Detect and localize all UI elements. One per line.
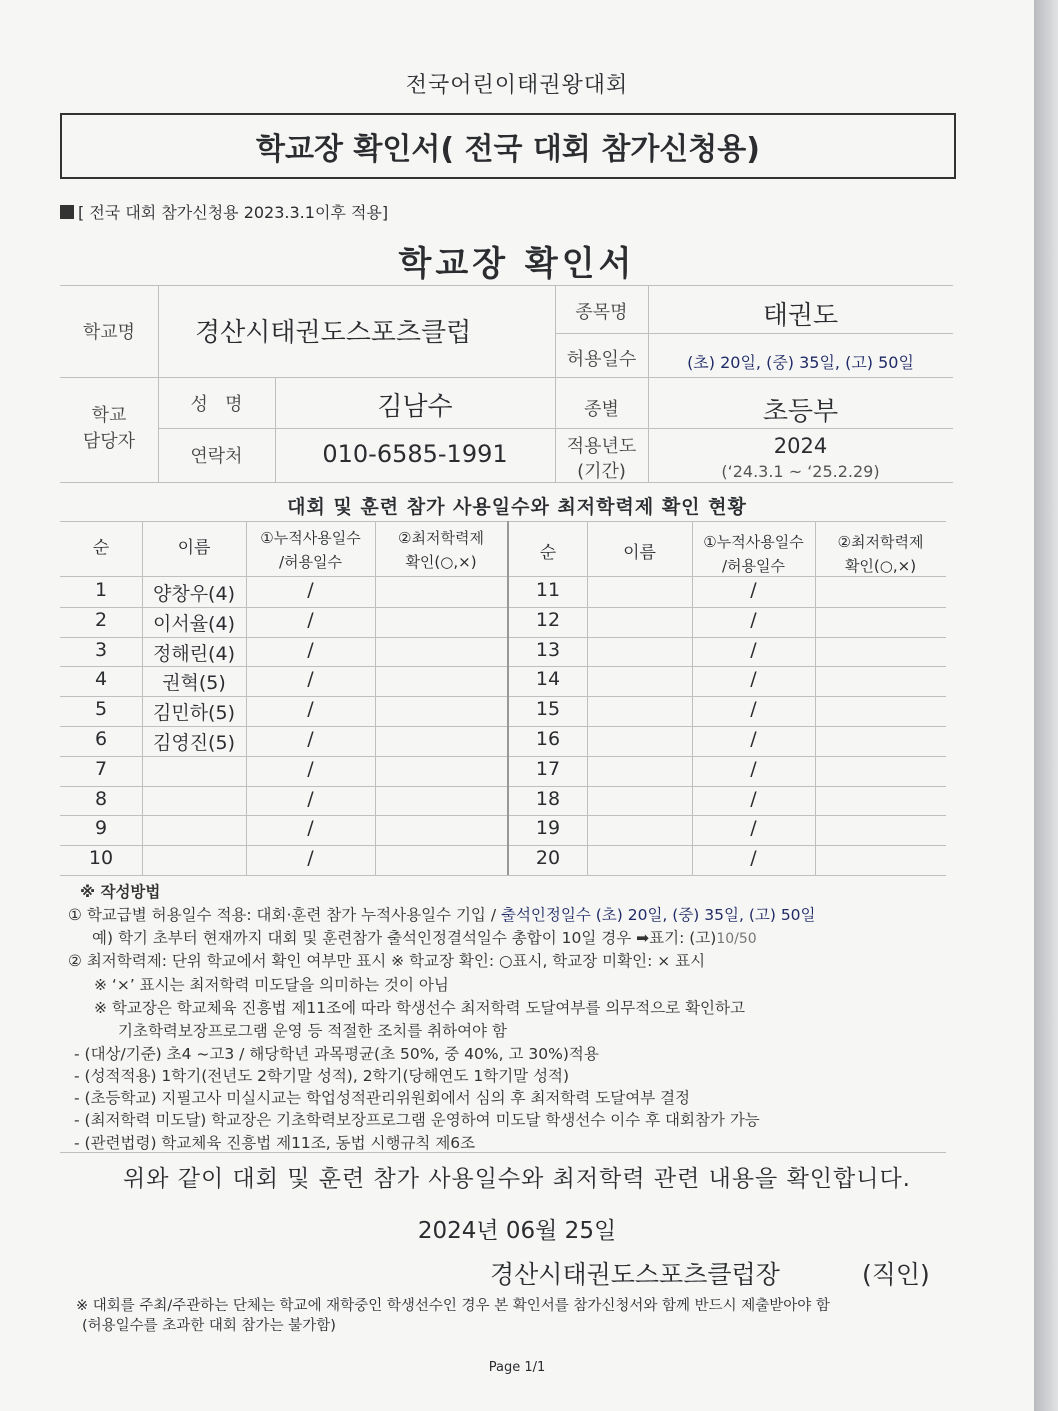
instruction-line-2 [92, 926, 757, 948]
footnote-line-1: ※ 대회를 주최/주관하는 단체는 학교에 재학중인 학생선수인 경우 본 확인서를 참가신청서와 함께 반드시 제출받아야 함 [76, 1298, 830, 1314]
roster-no-cell: 20 [535, 847, 561, 869]
right-col-no-header: 순 [539, 543, 557, 563]
manager-name-value: 김남수 [377, 392, 453, 422]
info-table-divider [555, 333, 953, 334]
school-name-value: 경산시태권도스포츠클럽 [195, 318, 472, 348]
roster-name-cell: 김영진(5) [153, 732, 235, 754]
roster-bottom-border [60, 875, 946, 876]
instruction-line-11: - (관련법령) 학교체육 진흥법 제11조, 동법 시행규칙 제6조 [74, 1134, 476, 1152]
instruction-line-5: ※ 학교장은 학교체육 진흥법 제11조에 따라 학생선수 최저학력 도달여부를 의무적으로 확인하고 [94, 999, 745, 1017]
min-academic-check-cell[interactable] [815, 756, 946, 786]
applicability-note [60, 200, 388, 223]
min-academic-check-cell[interactable] [375, 815, 507, 845]
roster-days-cell: / [750, 698, 757, 720]
roster-name-cell: 이서율(4) [153, 613, 235, 635]
instruction-line-1-highlight: 출석인정일수 (초) 20일, (중) 35일, (고) 50일 [500, 906, 816, 924]
roster-days-cell: / [750, 639, 757, 661]
division-value: 초등부 [762, 397, 839, 427]
allowed-days-value: (초) 20일, (중) 35일, (고) 50일 [687, 353, 914, 372]
left-col-check-header: ②최저학력제 확인(○,×) [398, 529, 484, 571]
left-col-name-header: 이름 [177, 538, 211, 558]
roster-no-cell: 14 [535, 668, 561, 690]
division-label: 종별 [584, 399, 619, 420]
min-academic-check-cell[interactable] [375, 666, 507, 696]
instruction-line-1-text: ① 학교급별 허용일수 적용: 대회·훈련 참가 누적사용일수 기입 / [68, 906, 501, 924]
applicable-year-label: 적용년도 (기간) [566, 436, 637, 482]
roster-top-border [60, 521, 946, 522]
footnote [76, 1296, 830, 1336]
roster-days-cell: / [307, 758, 314, 780]
roster-days-cell: / [750, 728, 757, 750]
instruction-line-2-example: 10/50 [716, 931, 757, 947]
roster-no-cell: 2 [94, 609, 108, 631]
roster-days-cell: / [307, 698, 314, 720]
min-academic-check-cell[interactable] [815, 696, 946, 726]
right-col-check-header: ②최저학력제 확인(○,×) [837, 533, 924, 575]
roster-days-cell: / [307, 609, 314, 631]
issue-date: 2024년 06월 25일 [417, 1218, 617, 1244]
roster-no-cell: 5 [94, 698, 108, 720]
contact-label: 연락처 [190, 446, 243, 467]
min-academic-check-cell[interactable] [815, 637, 946, 667]
sport-value: 태권도 [762, 301, 839, 331]
min-academic-check-cell[interactable] [375, 845, 507, 875]
roster-days-cell: / [307, 639, 314, 661]
roster-days-cell: / [307, 847, 314, 869]
competition-name: 전국어린이태권왕대회 [405, 73, 629, 98]
roster-name-cell: 양창우(4) [153, 583, 235, 605]
instructions-bottom-border [60, 1152, 946, 1153]
roster-no-cell: 16 [535, 728, 561, 750]
roster-no-cell: 1 [94, 579, 108, 601]
applicability-note-text: [ 전국 대회 참가신청용 2023.3.1이후 적용] [78, 203, 389, 222]
min-academic-check-cell[interactable] [815, 845, 946, 875]
left-col-days-header: ①누적사용일수 /허용일수 [260, 529, 361, 571]
min-academic-check-cell[interactable] [375, 577, 507, 607]
confirmation-statement: 위와 같이 대회 및 훈련 참가 사용일수와 최저학력 관련 내용을 확인합니다. [123, 1166, 911, 1192]
roster-days-cell: / [307, 579, 314, 601]
min-academic-check-cell[interactable] [815, 607, 946, 637]
instruction-line-2-text: 예) 학기 초부터 현재까지 대회 및 훈련참가 출석인정결석일수 총합이 10일 경우 [92, 929, 632, 947]
min-academic-check-cell[interactable] [375, 756, 507, 786]
roster-days-cell: / [750, 847, 757, 869]
school-name-label: 학교명 [82, 322, 136, 343]
roster-days-cell: / [307, 817, 314, 839]
instruction-line-7: - (대상/기준) 초4 ~고3 / 해당학년 과목평균(초 50%, 중 40%, 고 30%)적용 [74, 1045, 599, 1063]
instruction-line-4: ※ ‘×’ 표시는 최저학력 미도달을 의미하는 것이 아님 [94, 976, 449, 994]
instructions-heading: ※ 작성방법 [80, 883, 161, 901]
roster-no-cell: 13 [535, 639, 561, 661]
roster-days-cell: / [750, 817, 757, 839]
min-academic-check-cell[interactable] [815, 666, 946, 696]
info-table-divider [60, 377, 953, 378]
instruction-line-3: ② 최저학력제: 단위 학교에서 확인 여부만 표시 ※ 학교장 확인: ○표시, 학교장 미확인: × 표시 [68, 952, 706, 970]
roster-no-cell: 17 [535, 758, 561, 780]
instruction-line-1 [68, 903, 816, 925]
roster-days-cell: / [750, 609, 757, 631]
roster-no-cell: 11 [535, 579, 561, 601]
document-box-title: 학교장 확인서( 전국 대회 참가신청용) [60, 113, 956, 179]
min-academic-check-cell[interactable] [815, 786, 946, 816]
roster-no-cell: 4 [94, 668, 108, 690]
min-academic-check-cell[interactable] [375, 786, 507, 816]
min-academic-check-cell[interactable] [375, 726, 507, 756]
min-academic-check-cell[interactable] [375, 607, 507, 637]
right-col-days-header: ①누적사용일수 /허용일수 [703, 533, 804, 575]
roster-no-cell: 6 [94, 728, 108, 750]
status-section-title: 대회 및 훈련 참가 사용일수와 최저학력제 확인 현황 [287, 496, 747, 518]
square-bullet-icon [60, 205, 74, 219]
roster-no-cell: 15 [535, 698, 561, 720]
roster-name-cell: 권혁(5) [162, 672, 226, 694]
manager-name-label: 성 명 [190, 394, 243, 415]
min-academic-check-cell[interactable] [375, 696, 507, 726]
document-title: 학교장 확인서 [398, 244, 636, 284]
footnote-line-2: (허용일수를 초과한 대회 참가는 불가함) [82, 1318, 336, 1334]
roster-days-cell: / [750, 788, 757, 810]
info-table-top-border [60, 285, 953, 286]
min-academic-check-cell[interactable] [815, 726, 946, 756]
page-number: Page 1/1 [488, 1360, 546, 1375]
applicable-year-value: 2024 [773, 434, 828, 458]
arrow-right-icon: ➡ [636, 929, 650, 947]
roster-days-cell: / [307, 668, 314, 690]
background-edge [1034, 0, 1058, 1411]
roster-days-cell: / [307, 728, 314, 750]
roster-days-cell: / [750, 758, 757, 780]
instruction-line-8: - (성적적용) 1학기(전년도 2학기말 성적), 2학기(당해연도 1학기말 성적) [74, 1067, 570, 1085]
instruction-line-9: - (초등학교) 지필고사 미실시교는 학업성적관리위원회에서 심의 후 최저학력 도달여부 결정 [74, 1089, 691, 1107]
roster-no-cell: 7 [94, 758, 108, 780]
min-academic-check-cell[interactable] [815, 815, 946, 845]
roster-days-cell: / [750, 579, 757, 601]
roster-no-cell: 9 [94, 817, 108, 839]
roster-name-cell: 정해린(4) [153, 643, 235, 665]
right-col-name-header: 이름 [623, 543, 656, 563]
roster-no-cell: 10 [88, 847, 114, 869]
signer-name: 경산시태권도스포츠클럽장 [490, 1260, 780, 1289]
instruction-line-2-notation: 표기: (고) [649, 929, 717, 947]
roster-days-cell: / [307, 788, 314, 810]
sport-label: 종목명 [575, 302, 628, 323]
info-table-bottom-border [60, 482, 953, 483]
roster-no-cell: 12 [535, 609, 561, 631]
allowed-days-label: 허용일수 [566, 349, 637, 370]
contact-value: 010-6585-1991 [322, 440, 508, 468]
applicable-period-value: (‘24.3.1 ~ ‘25.2.29) [721, 462, 880, 481]
left-col-no-header: 순 [92, 538, 110, 558]
instruction-line-6: 기초학력보장프로그램 운영 등 적절한 조치를 취하여야 함 [118, 1022, 507, 1040]
min-academic-check-cell[interactable] [375, 637, 507, 667]
school-manager-label: 학교 담당자 [82, 405, 136, 452]
roster-no-cell: 18 [535, 788, 561, 810]
roster-days-cell: / [750, 668, 757, 690]
instruction-line-10: - (최저학력 미도달) 학교장은 기초학력보장프로그램 운영하여 미도달 학생선수 이수 후 대회참가 가능 [74, 1111, 760, 1129]
roster-vline [587, 521, 588, 875]
roster-no-cell: 8 [94, 788, 108, 810]
min-academic-check-cell[interactable] [815, 577, 946, 607]
roster-no-cell: 3 [94, 639, 108, 661]
roster-name-cell: 김민하(5) [153, 702, 235, 724]
roster-no-cell: 19 [535, 817, 561, 839]
official-seal-placeholder: (직인) [862, 1260, 930, 1289]
